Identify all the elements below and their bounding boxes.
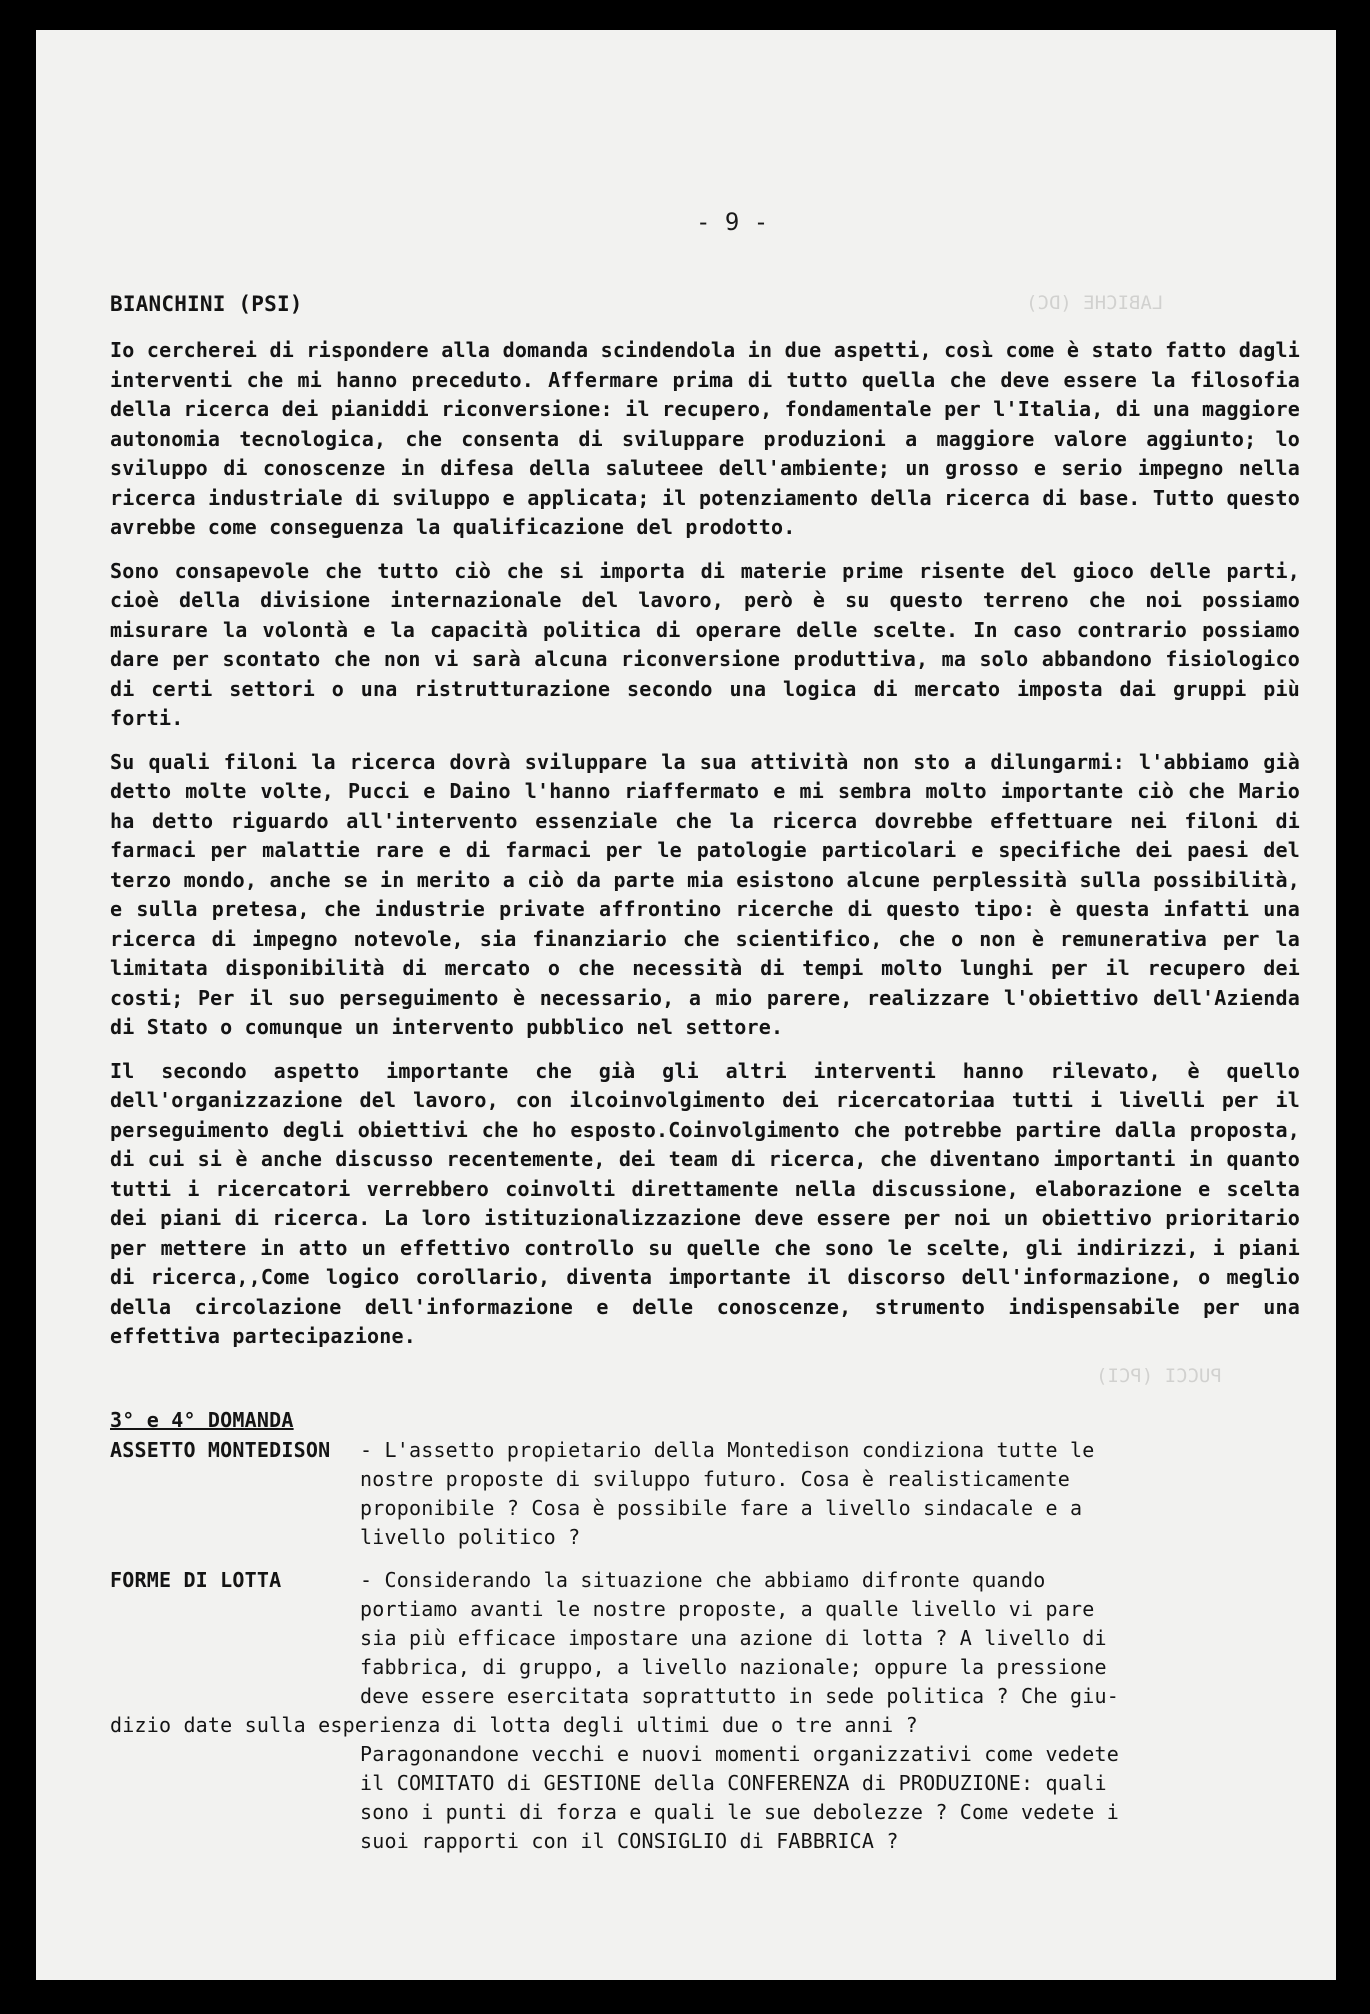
paragraph: Su quali filoni la ricerca dovrà sviluppare la sua attività non sto a dilungarmi: l'abbiamo già detto molte volte, Pucci e Daino l'hanno riaffermato e mi sembra molto importante ciò che Mario ha detto riguardo all'intervento essenziale che la ricerca dovrebbe effettuare nei filoni di farmaci per malattie rare e di farmaci per le patologie particolari e specifiche dei paesi del terzo mondo, anche se in merito a ciò da parte mia esistono alcune perplessità sulla possibilità, e sulla pretesa, che industrie private affrontino ricerche di questo tipo: è questa infatti una ricerca di impegno notevole, sia finanziario che scientifico, che o non è remunerativa per la limitata disponibilità di mercato o che necessità di tempi molto lunghi per il recupero dei costi; Per il suo perseguimento è necessario, a mio parere, realizzare l'obiettivo dell'Azienda di Stato o comunque un intervento pubblico nel settore. <box>110 749 1300 1039</box>
paragraph: Sono consapevole che tutto ciò che si importa di materie prime risente del gioco delle parti, cioè della divisione internazionale del lavoro, però è su questo terreno che noi possiamo misurare la volontà e la capacità politica di operare delle scelte. In caso contrario possiamo dare per scontato che non vi sarà alcuna riconversione produttiva, ma solo abbandono fisiologico di certi settori o una ristrutturazione secondo una logica di mercato imposta dai gruppi più forti. <box>110 558 1300 730</box>
page-number: - 9 - <box>696 208 769 236</box>
question-lotta <box>110 1566 1300 1711</box>
paragraph: Il secondo aspetto importante che già gli altri interventi hanno rilevato, è quello dell'organizzazione del lavoro, con ilcoinvolgimento dei ricercatoriaa tutti i livelli per il perseguimento degli obiettivi che ho esposto.Coinvolgimento che potrebbe partire dalla proposta, di cui si è anche discusso recentemente, dei team di ricerca, che diventano importanti in quanto tutti i ricercatori verrebbero coinvolti direttamente nella discussione, elaborazione e scelta dei piani di ricerca. La loro istituzionalizzazione deve essere per noi un obiettivo prioritario per mettere in atto un effettivo controllo su quelle che sono le scelte, gli indirizzi, i piani di ricerca,,Come logico corollario, diventa importante il discorso dell'informazione, o meglio della circolazione dell'informazione e delle conoscenze, strumento indispensabile per una effettiva partecipazione. <box>110 1058 1300 1348</box>
question-assetto <box>110 1436 1300 1552</box>
question-label: ASSETTO MONTEDISON <box>110 1437 331 1462</box>
speaker-heading: BIANCHINI (PSI) <box>110 292 303 316</box>
question-label: FORME DI LOTTA <box>110 1567 282 1592</box>
question-text: - L'assetto propietario della Montedison condiziona tutte le nostre proposte di sviluppo futuro. Cosa è realisticamente proponibile ? Cosa è possibile fare a livello sindacale e a livello politico ? <box>360 1437 1095 1549</box>
show-through-text: PUCCI (PCI) <box>1096 1365 1222 1387</box>
document-page <box>36 30 1336 1980</box>
paragraph: Io cercherei di rispondere alla domanda scindendola in due aspetti, così come è stato fatto dagli interventi che mi hanno preceduto. Affermare prima di tutto quella che deve essere la filosofia della ricerca dei pianiddi riconversione: il recupero, fondamentale per l'Italia, di una maggiore autonomia tecnologica, che consenta di sviluppare produzioni a maggiore valore aggiunto; lo sviluppo di conoscenze in difesa della saluteee dell'ambiente; un grosso e serio impegno nella ricerca industriale di sviluppo e applicata; il potenziamento della ricerca di base. Tutto questo avrebbe come conseguenza la qualificazione del prodotto. <box>110 338 1300 539</box>
section-title: 3° e 4° DOMANDA <box>110 1407 294 1432</box>
question-followup: Paragonandone vecchi e nuovi momenti organizzativi come vedete il COMITATO di GESTIONE della CONFERENZA di PRODUZIONE: quali sono i punti di forza e quali le sue debolezze ? Come vedete i suoi rapporti con il CONSIGLIO di FABBRICA ? <box>360 1741 1119 1853</box>
show-through-text: LABICHE (DC) <box>1026 292 1164 314</box>
question-text: - Considerando la situazione che abbiamo difronte quando portiamo avanti le nostre proposte, a qualle livello vi pare sia più efficace impostare una azione di lotta ? A livello di fabbrica, di gruppo, a livello nazionale; oppure la pressione deve essere esercitata soprattutto in sede politica ? Che giu- <box>360 1567 1119 1708</box>
document-body <box>110 292 1300 1856</box>
question-continuation: dizio date sulla esperienza di lotta degli ultimi due o tre anni ? <box>110 1712 918 1737</box>
